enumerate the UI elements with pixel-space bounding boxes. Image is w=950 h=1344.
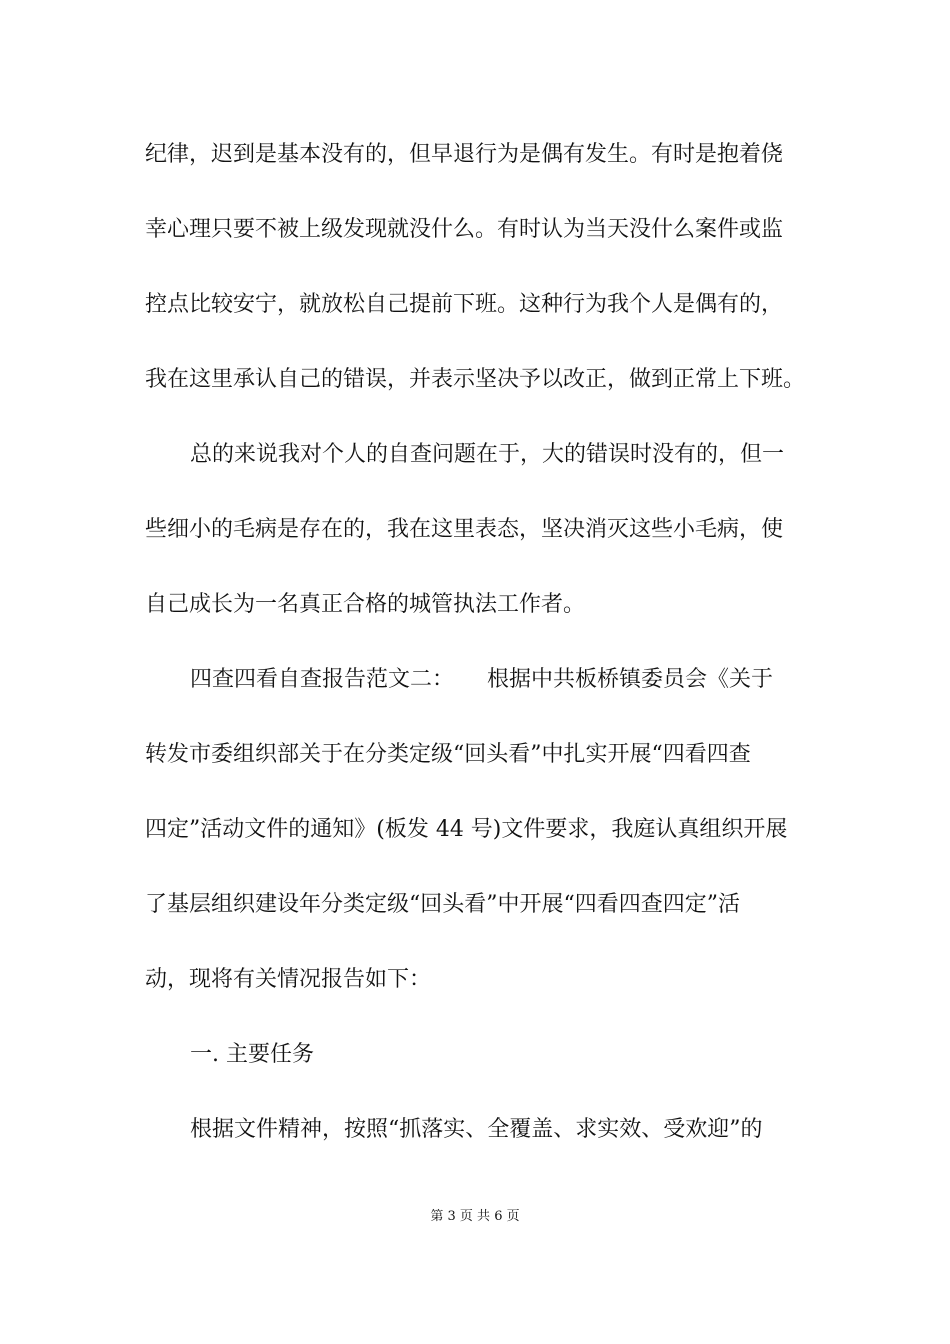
text-line: 我在这里承认自己的错误，并表示坚决予以改正，做到正常上下班。 [145, 367, 806, 392]
page-number-footer: 第 3 页 共 6 页 [430, 1209, 520, 1224]
text-line: 了基层组织建设年分类定级“回头看”中开展“四看四查四定”活 [145, 892, 740, 917]
text-line: 根据文件精神，按照“抓落实、全覆盖、求实效、受欢迎”的 [190, 1117, 763, 1142]
text-line: 控点比较安宁，就放松自己提前下班。这种行为我个人是偶有的， [145, 292, 784, 317]
text-line: 转发市委组织部关于在分类定级“回头看”中扎实开展“四看四查 [145, 742, 751, 767]
text-line: 动，现将有关情况报告如下： [145, 967, 432, 992]
section-heading: 一. 主要任务 [190, 1042, 314, 1067]
text-line: 些细小的毛病是存在的，我在这里表态，坚决消灭这些小毛病，使 [145, 517, 784, 542]
text-line: 四定”活动文件的通知》(板发 44 号)文件要求，我庭认真组织开展 [145, 817, 788, 842]
text-line: 纪律，迟到是基本没有的，但早退行为是偶有发生。有时是抱着侥 [145, 142, 784, 167]
text-line: 总的来说我对个人的自查问题在于，大的错误时没有的，但一 [190, 442, 785, 467]
text-line: 幸心理只要不被上级发现就没什么。有时认为当天没什么案件或监 [145, 217, 784, 242]
text-line: 四查四看自查报告范文二： 根据中共板桥镇委员会《关于 [190, 667, 774, 692]
text-line: 自己成长为一名真正合格的城管执法工作者。 [145, 592, 586, 617]
